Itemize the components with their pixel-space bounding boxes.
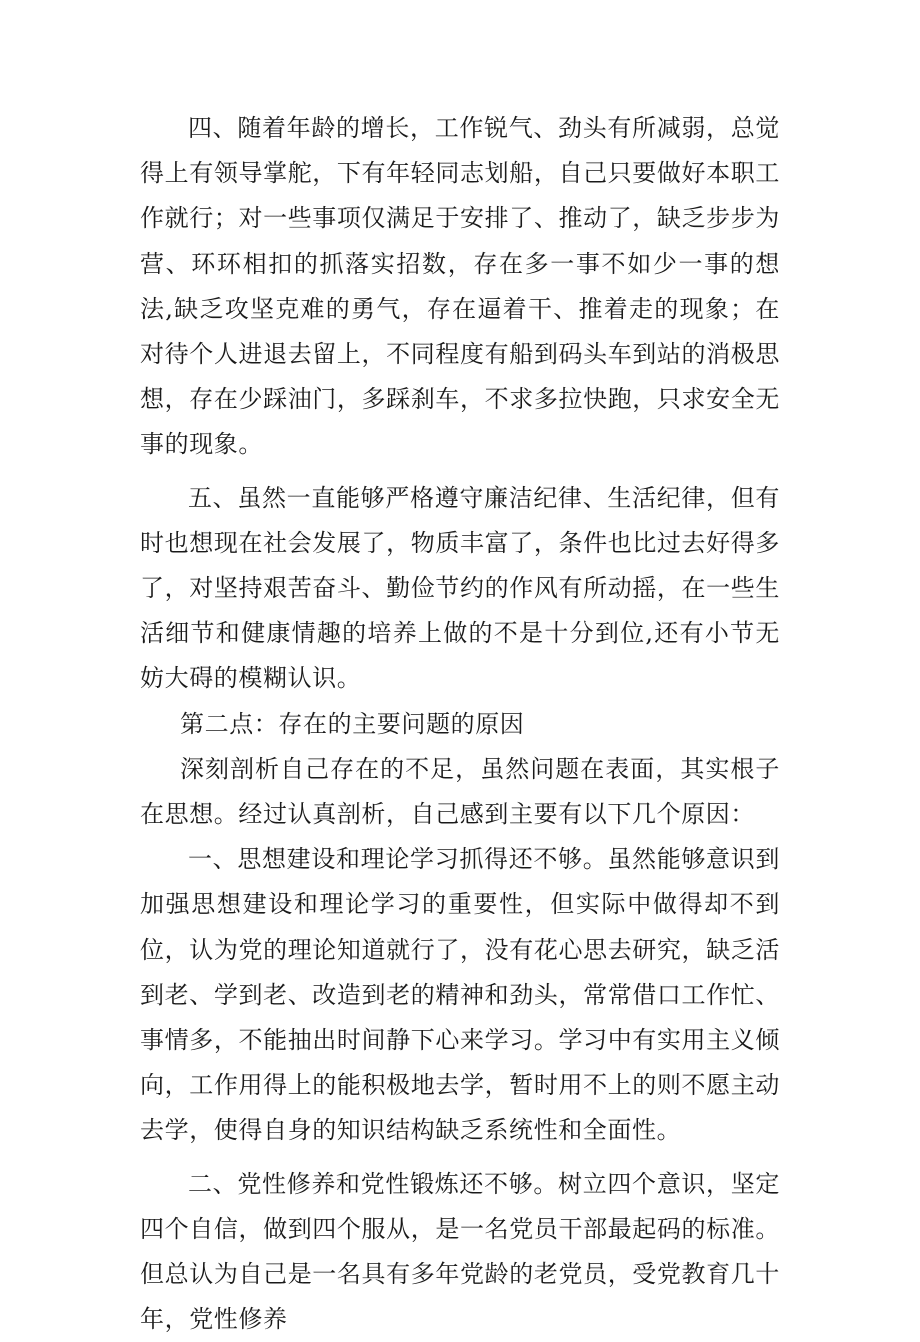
paragraph-item-five: 五、虽然一直能够严格遵守廉洁纪律、生活纪律，但有时也想现在社会发展了，物质丰富了，条件也比过去好得多了，对坚持艰苦奋斗、勤俭节约的作风有所动摇，在一些生活细节和健康情趣的培养上做的不是十分到位,还有小节无妨大碍的模糊认识。 [140,483,780,693]
paragraph-causes-intro: 深刻剖析自己存在的不足，虽然问题在表面，其实根子在思想。经过认真剖析，自己感到主要有以下几个原因： [140,754,780,829]
paragraph-cause-two: 二、党性修养和党性锻炼还不够。树立四个意识，坚定四个自信，做到四个服从，是一名党员干部最起码的标准。但总认为自己是一名具有多年党龄的老党员，受党教育几十年，党性修养 [140,1169,780,1334]
paragraph-item-four: 四、随着年龄的增长，工作锐气、劲头有所减弱，总觉得上有领导掌舵，下有年轻同志划船，自己只要做好本职工作就行；对一些事项仅满足于安排了、推动了，缺乏步步为营、环环相扣的抓落实招数，存在多一事不如少一事的想法,缺乏攻坚克难的勇气，存在逼着干、推着走的现象；在对待个人进退去留上，不同程度有船到码头车到站的消极思想，存在少踩油门，多踩刹车，不求多拉快跑，只求安全无事的现象。 [140,114,780,459]
paragraph-cause-one: 一、思想建设和理论学习抓得还不够。虽然能够意识到加强思想建设和理论学习的重要性，但实际中做得却不到位，认为党的理论知道就行了，没有花心思去研究，缺乏活到老、学到老、改造到老的精神和劲头，常常借口工作忙、事情多，不能抽出时间静下心来学习。学习中有实用主义倾向，工作用得上的能积极地去学，暂时用不上的则不愿主动去学，使得自身的知识结构缺乏系统性和全面性。 [140,845,780,1145]
document-page [140,106,780,1342]
section-heading-causes: 第二点：存在的主要问题的原因 [180,709,525,738]
